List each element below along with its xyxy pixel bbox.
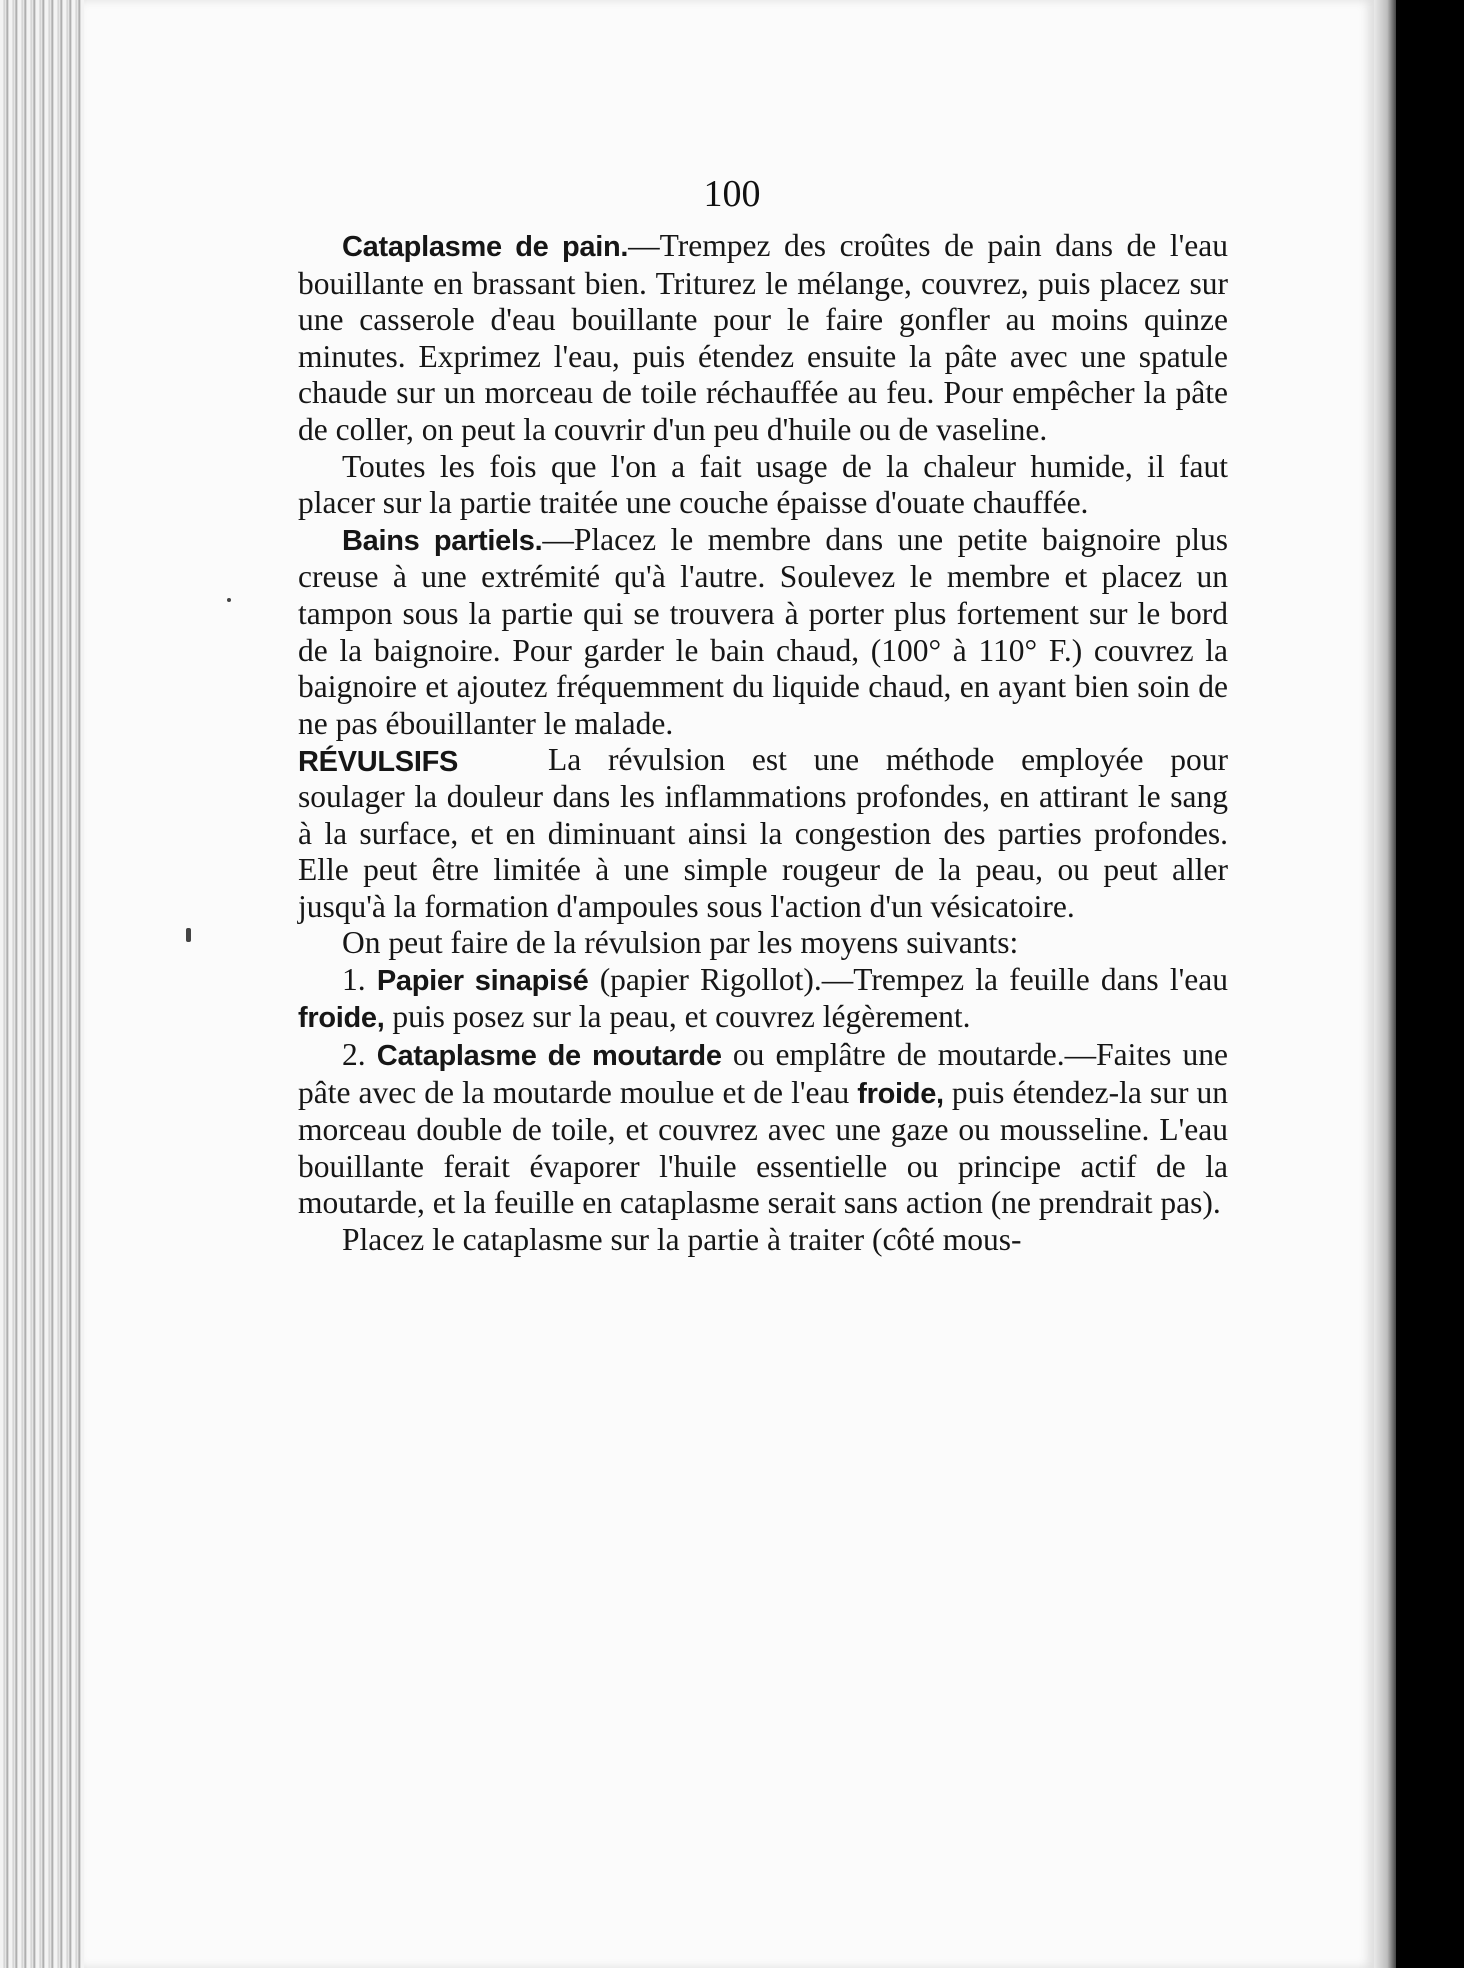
paragraph-body: —Placez le membre dans une petite baignoire plus creuse à une extrémité qu'à l'autre. Soulevez le membre et placez un tampon sous la partie qui se trouvera à porter plus fortement sur le bord de la baignoire. Pour garder le bain chaud, (100° à 110° F.) couvrez la baignoire et ajoutez fréquemment du liquide chaud, en ayant bien soin de ne pas ébouillanter le malade. <box>298 521 1228 741</box>
scan-speck <box>186 928 191 942</box>
paragraph-body: —Trempez des croûtes de pain dans de l'eau bouillante en brassant bien. Triturez le mélange, couvrez, puis placez sur une casserole d'eau bouillante pour le faire gonfler au moins quinze minutes. Exprimez l'eau, puis étendez ensuite la pâte avec une spatule chaude sur un morceau de toile réchauffée au feu. Pour empêcher la pâte de coller, on peut la couvrir d'un peu d'huile ou de vaseline. <box>298 228 1228 447</box>
list-item-body: ou emplâtre de moutarde.—Faites une pâte avec de la moutarde moulue et de l'eau <box>298 1037 1228 1110</box>
section-revulsifs <box>298 742 1228 925</box>
scan-speck <box>227 598 231 602</box>
paragraph-title: Bains partiels. <box>342 524 543 557</box>
book-page-edges <box>0 0 92 1968</box>
list-item-title: Papier sinapisé <box>376 964 589 997</box>
paragraph-body: Placez le cataplasme sur la partie à traiter (côté mous- <box>342 1222 1022 1258</box>
section-heading: RÉVULSIFS <box>298 746 459 779</box>
paragraph-chaleur-humide <box>298 449 1228 522</box>
paragraph-body: On peut faire de la révulsion par les moyens suivants: <box>342 925 1019 961</box>
list-item-papier-sinapise <box>298 962 1228 1037</box>
list-item-body: (papier Rigollot).—Trempez la feuille dans l'eau <box>599 961 1228 997</box>
paragraph-body: Toutes les fois que l'on a fait usage de la chaleur humide, il faut placer sur la partie traitée une couche épaisse d'ouate chauffée. <box>298 448 1228 521</box>
list-number: 2. <box>342 1037 366 1073</box>
page-text <box>298 228 1228 1259</box>
list-item-body: puis posez sur la peau, et couvrez légèrement. <box>392 999 971 1035</box>
paragraph-title: Cataplasme de pain. <box>342 231 629 263</box>
emphasis-word: froide, <box>298 1002 385 1035</box>
list-item-cataplasme-de-moutarde <box>298 1037 1228 1222</box>
list-number: 1. <box>342 961 366 997</box>
list-item-body: puis étendez-la sur un morceau double de toile, et couvrez avec une gaze ou mousseline. L'eau bouillante ferait évaporer l'huile essentielle ou principe actif de la moutarde, et la feuille en cataplasme serait sans action (ne prendrait pas). <box>298 1074 1229 1221</box>
paragraph-placez <box>298 1222 1228 1259</box>
paragraph-moyens <box>298 925 1228 962</box>
paragraph-body: La révulsion est une méthode employée pour soulager la douleur dans les inflammations profondes, en attirant le sang à la surface, et en diminuant ainsi la congestion des parties profondes. Elle peut être limitée à une simple rougeur de la peau, ou peut aller jusqu'à la formation d'ampoules sous l'action d'un vésicatoire. <box>298 742 1228 924</box>
emphasis-word: froide, <box>857 1077 944 1110</box>
list-item-title: Cataplasme de moutarde <box>376 1040 722 1073</box>
paragraph-cataplasme-de-pain <box>298 228 1228 449</box>
paragraph-bains-partiels <box>298 522 1228 743</box>
page-number: 100 <box>703 173 761 215</box>
book-gutter-edge <box>1374 0 1396 1968</box>
